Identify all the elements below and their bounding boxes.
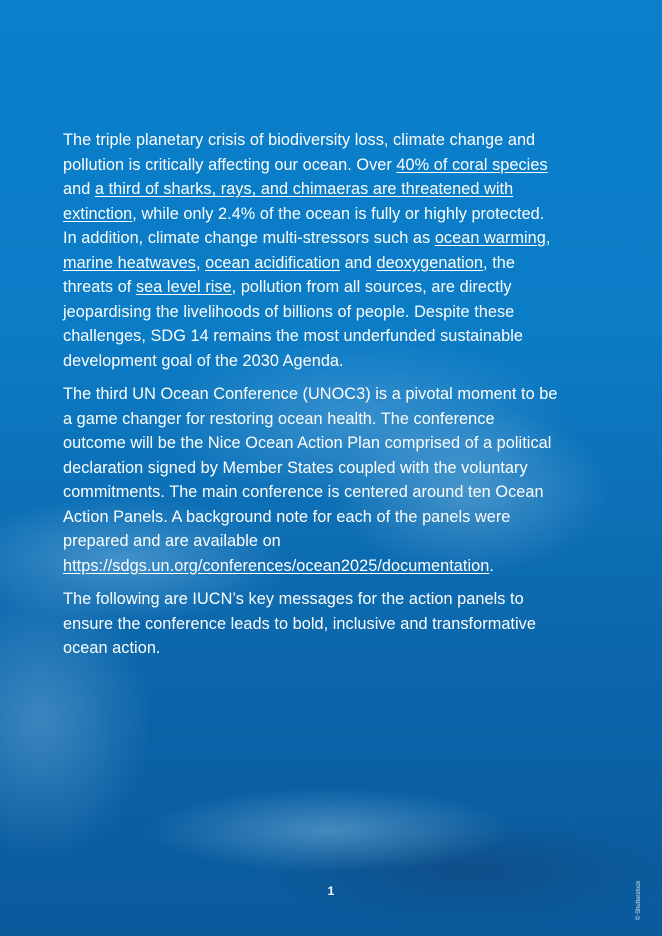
text-run: The triple planetary crisis of biodiversity loss, climate change and pollution is critically affecting our ocean. Over — [63, 131, 536, 174]
text-run: , pollution from all sources, are directly jeopardising the livelihoods of billions of people. Despite these challenges, SDG 14 remains the most underfunded sustainable development goal of the 2030 Agenda. — [63, 278, 524, 370]
inline-link[interactable]: ocean acidification — [205, 253, 340, 272]
body-text — [63, 128, 558, 670]
inline-link[interactable]: a third of sharks, rays, and chimaeras are threatened with extinction — [63, 180, 514, 223]
paragraph-1 — [63, 128, 558, 373]
text-run: The third UN Ocean Conference (UNOC3) is a pivotal moment to be a game changer for restoring ocean health. The conference outcome will be the Nice Ocean Action Plan comprised of a political declaration signed by Member States coupled with the voluntary commitments. The main conference is centered around ten Ocean Action Panels. A background note for each of the panels were prepared and are available on — [63, 385, 558, 550]
text-run: The following are IUCN’s key messages for the action panels to ensure the conference leads to bold, inclusive and transformative ocean action. — [63, 590, 536, 657]
page-number: 1 — [327, 884, 335, 898]
paragraph-3 — [63, 587, 558, 661]
text-run: , the threats of — [63, 253, 515, 296]
text-run: and — [340, 253, 377, 272]
text-run: . — [489, 556, 494, 575]
photo-credit: © Shutterstock — [636, 880, 642, 920]
paragraph-2 — [63, 382, 558, 578]
inline-link[interactable]: ocean warming — [434, 229, 546, 247]
text-run: , while only 2.4% of the ocean is fully or highly protected. In addition, climate change multi-stressors such as — [63, 204, 545, 247]
text-run: , — [195, 253, 206, 272]
inline-link[interactable]: sea level rise — [135, 278, 232, 296]
inline-link[interactable]: deoxygenation — [376, 253, 484, 272]
text-run: and — [63, 180, 95, 198]
inline-link[interactable]: marine heatwaves — [63, 253, 196, 272]
inline-link[interactable]: 40% of coral species — [396, 155, 548, 174]
text-run: , — [545, 229, 551, 247]
inline-link[interactable]: https://sdgs.un.org/conferences/ocean2025/documentation — [63, 556, 490, 575]
